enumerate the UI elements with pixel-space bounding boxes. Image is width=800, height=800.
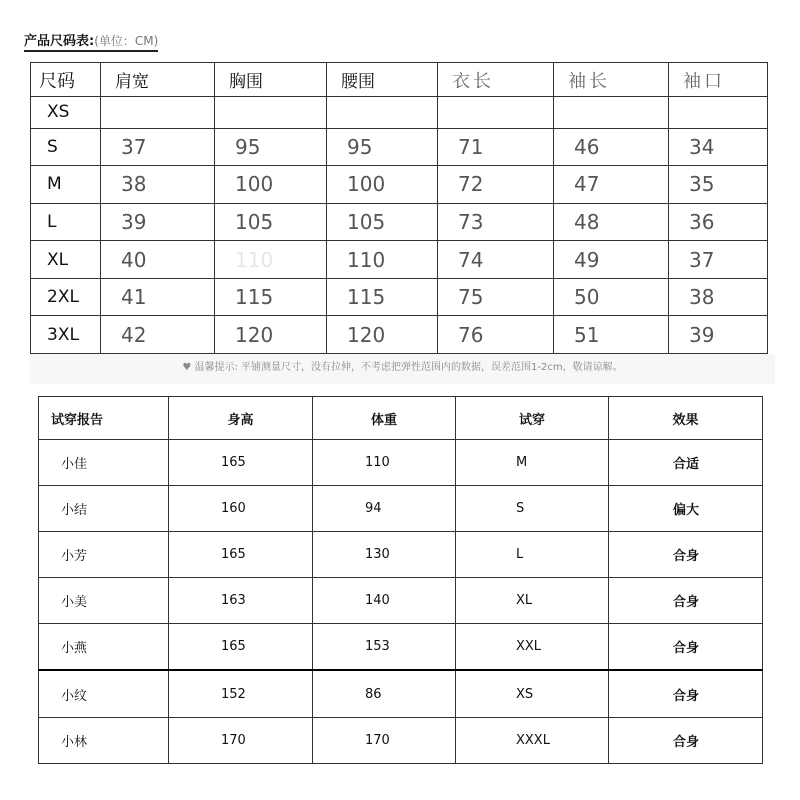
header-waist: 腰围: [327, 63, 438, 97]
length-cell: 73: [438, 203, 554, 241]
heading-unit: (单位：CM): [94, 34, 159, 48]
fit-header-row: [39, 397, 763, 440]
sleeve-cell: 50: [554, 278, 669, 316]
size-label: S: [31, 128, 101, 166]
weight-cell: 153: [313, 623, 456, 670]
weight-cell: 170: [313, 718, 456, 764]
size-label: XS: [31, 97, 101, 129]
tried-size-cell: XXL: [456, 623, 609, 670]
length-cell: 74: [438, 241, 554, 279]
size-label: M: [31, 166, 101, 204]
cuff-cell: 38: [669, 278, 768, 316]
header-cuff: 袖口: [669, 63, 768, 97]
effect-cell: 合身: [609, 670, 763, 717]
height-cell: 165: [169, 440, 313, 486]
height-cell: 160: [169, 485, 313, 531]
tried-size-cell: M: [456, 440, 609, 486]
header-effect: 效果: [609, 397, 763, 440]
size-row-s: [31, 128, 768, 166]
header-shoulder: 肩宽: [101, 63, 215, 97]
shoulder-cell: 40: [101, 241, 215, 279]
weight-cell: 110: [313, 440, 456, 486]
shoulder-cell: 37: [101, 128, 215, 166]
tester-name: 小美: [39, 577, 169, 623]
chest-cell: 110: [215, 241, 327, 279]
weight-cell: 130: [313, 531, 456, 577]
size-row-2xl: [31, 278, 768, 316]
shoulder-cell: 42: [101, 316, 215, 354]
size-label: L: [31, 203, 101, 241]
length-cell: 72: [438, 166, 554, 204]
size-label: XL: [31, 241, 101, 279]
effect-cell: 合身: [609, 577, 763, 623]
chest-cell: 95: [215, 128, 327, 166]
weight-cell: 94: [313, 485, 456, 531]
shoulder-cell: 38: [101, 166, 215, 204]
sleeve-cell: 48: [554, 203, 669, 241]
size-row-l: [31, 203, 768, 241]
length-cell: [438, 97, 554, 129]
size-row-xs: [31, 97, 768, 129]
waist-cell: [327, 97, 438, 129]
shoulder-cell: 41: [101, 278, 215, 316]
weight-cell: 140: [313, 577, 456, 623]
sleeve-cell: [554, 97, 669, 129]
effect-cell: 合身: [609, 718, 763, 764]
length-cell: 75: [438, 278, 554, 316]
size-chart-heading: [24, 30, 158, 52]
waist-cell: 120: [327, 316, 438, 354]
height-cell: 163: [169, 577, 313, 623]
tester-name: 小佳: [39, 440, 169, 486]
chest-cell: [215, 97, 327, 129]
effect-cell: 合适: [609, 440, 763, 486]
tester-name: 小结: [39, 485, 169, 531]
sleeve-cell: 46: [554, 128, 669, 166]
header-weight: 体重: [313, 397, 456, 440]
cuff-cell: 35: [669, 166, 768, 204]
measurement-tip: ♥ 温馨提示: 平铺测量尺寸，没有拉伸，不考虑把弹性范围内的数据，误差范围1-2cm，敬请谅解。: [30, 354, 775, 384]
waist-cell: 100: [327, 166, 438, 204]
fit-row: [39, 577, 763, 623]
fit-row: [39, 531, 763, 577]
tester-name: 小林: [39, 718, 169, 764]
height-cell: 165: [169, 623, 313, 670]
shoulder-cell: [101, 97, 215, 129]
tried-size-cell: XS: [456, 670, 609, 717]
cuff-cell: [669, 97, 768, 129]
size-table: [30, 62, 768, 354]
sleeve-cell: 51: [554, 316, 669, 354]
cuff-cell: 36: [669, 203, 768, 241]
header-height: 身高: [169, 397, 313, 440]
effect-cell: 合身: [609, 531, 763, 577]
heading-title: 产品尺码表:: [24, 34, 95, 49]
header-chest: 胸围: [215, 63, 327, 97]
size-label: 3XL: [31, 316, 101, 354]
fit-row: [39, 718, 763, 764]
size-label: 2XL: [31, 278, 101, 316]
size-row-xl: [31, 241, 768, 279]
fit-report-table: [38, 396, 763, 764]
tester-name: 小纹: [39, 670, 169, 717]
sleeve-cell: 47: [554, 166, 669, 204]
length-cell: 71: [438, 128, 554, 166]
sleeve-cell: 49: [554, 241, 669, 279]
tried-size-cell: XL: [456, 577, 609, 623]
size-header-row: [31, 63, 768, 97]
chest-cell: 100: [215, 166, 327, 204]
height-cell: 170: [169, 718, 313, 764]
header-fit-report: 试穿报告: [39, 397, 169, 440]
waist-cell: 105: [327, 203, 438, 241]
size-row-3xl: [31, 316, 768, 354]
effect-cell: 偏大: [609, 485, 763, 531]
cuff-cell: 37: [669, 241, 768, 279]
tried-size-cell: S: [456, 485, 609, 531]
header-sleeve: 袖长: [554, 63, 669, 97]
chest-cell: 115: [215, 278, 327, 316]
height-cell: 152: [169, 670, 313, 717]
cuff-cell: 34: [669, 128, 768, 166]
chest-cell: 120: [215, 316, 327, 354]
tester-name: 小芳: [39, 531, 169, 577]
fit-row: [39, 485, 763, 531]
weight-cell: 86: [313, 670, 456, 717]
waist-cell: 115: [327, 278, 438, 316]
header-tried-size: 试穿: [456, 397, 609, 440]
fit-row: [39, 440, 763, 486]
tester-name: 小燕: [39, 623, 169, 670]
cuff-cell: 39: [669, 316, 768, 354]
height-cell: 165: [169, 531, 313, 577]
fit-row: [39, 623, 763, 670]
chest-cell: 105: [215, 203, 327, 241]
tried-size-cell: XXXL: [456, 718, 609, 764]
effect-cell: 合身: [609, 623, 763, 670]
waist-cell: 95: [327, 128, 438, 166]
tried-size-cell: L: [456, 531, 609, 577]
header-length: 衣长: [438, 63, 554, 97]
length-cell: 76: [438, 316, 554, 354]
size-row-m: [31, 166, 768, 204]
shoulder-cell: 39: [101, 203, 215, 241]
header-size: 尺码: [31, 63, 101, 97]
fit-row: [39, 670, 763, 717]
waist-cell: 110: [327, 241, 438, 279]
